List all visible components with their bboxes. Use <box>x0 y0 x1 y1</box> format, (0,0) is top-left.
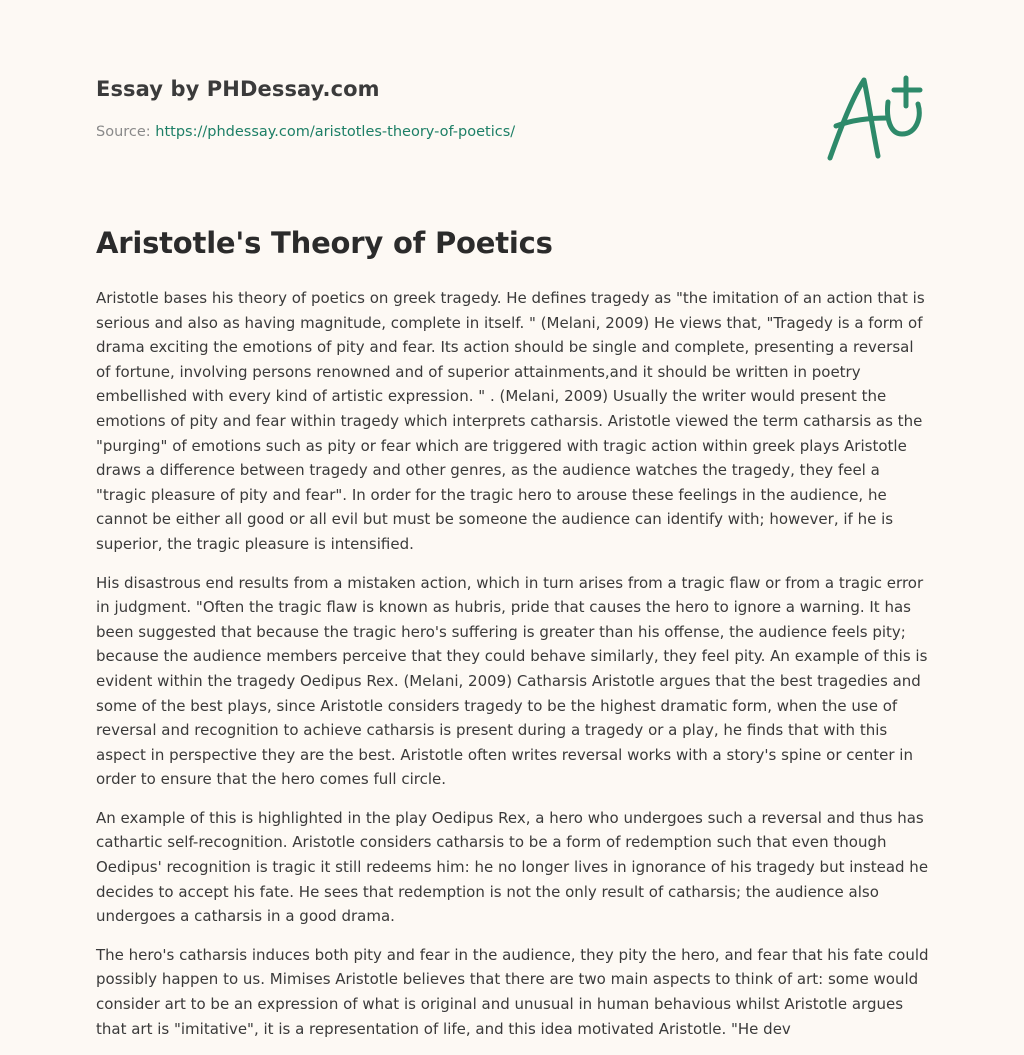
site-brand: Essay by PHDessay.com <box>96 77 380 101</box>
essay-paragraph: Aristotle bases his theory of poetics on greek tragedy. He defines tragedy as "the imitation of an action that is serious and also as having magnitude, complete in itself. " (Melani, 2009) He views that, "Tragedy is a form of drama exciting the emotions of pity and fear. Its action should be single and complete, presenting a reversal of fortune, involving persons renowned and of superior attainments,and it should be written in poetry embellished with every kind of artistic expression. " . (Melani, 2009) Usually the writer would present the emotions of pity and fear within tragedy which interprets catharsis. Aristotle viewed the term catharsis as the "purging" of emotions such as pity or fear which are triggered with tragic action within greek plays Aristotle draws a difference between tragedy and other genres, as the audience watches the tragedy, they feel a "tragic pleasure of pity and fear". In order for the tragic hero to arouse these feelings in the audience, he cannot be either all good or all evil but must be someone the audience can identify with; however, if he is superior, the tragic pleasure is intensified. <box>96 289 925 553</box>
source-link[interactable]: https://phdessay.com/aristotles-theory-of-poetics/ <box>155 124 516 140</box>
a-plus-grade-icon <box>822 68 928 164</box>
essay-title: Aristotle's Theory of Poetics <box>96 226 553 260</box>
source-line <box>96 124 515 140</box>
essay-paragraph: An example of this is highlighted in the play Oedipus Rex, a hero who undergoes such a reversal and thus has cathartic self-recognition. Aristotle considers catharsis to be a form of redemption such that even though Oedipus' recognition is tragic it still redeems him: he no longer lives in ignorance of his tragedy but instead he decides to accept his fate. He sees that redemption is not the only result of catharsis; the audience also undergoes a catharsis in a good drama. <box>96 808 929 926</box>
essay-paragraph: His disastrous end results from a mistaken action, which in turn arises from a tragic flaw or from a tragic error in judgment. "Often the tragic flaw is known as hubris, pride that causes the hero to ignore a warning. It has been suggested that because the tragic hero's suffering is greater than his offense, the audience feels pity; because the audience members perceive that they could behave similarly, they feel pity. An example of this is evident within the tragedy Oedipus Rex. (Melani, 2009) Catharsis Aristotle argues that the best tragedies and some of the best plays, since Aristotle considers tragedy to be the highest dramatic form, when the use of reversal and recognition to achieve catharsis is present during a tragedy or a play, he finds that with this aspect in perspective they are the best. Aristotle often writes reversal works with a story's spine or center in order to ensure that the hero comes full circle. <box>96 573 928 789</box>
source-label: Source: <box>96 124 151 140</box>
essay-paragraph: The hero's catharsis induces both pity and fear in the audience, they pity the hero, and fear that his fate could possibly happen to us. Mimises Aristotle believes that there are two main aspects to think of art: some would consider art to be an expression of what is original and unusual in human behavious whilst Aristotle argues that art is "imitative", it is a representation of life, and this idea motivated Aristotle. "He dev <box>96 945 929 1038</box>
essay-body <box>96 286 932 1055</box>
